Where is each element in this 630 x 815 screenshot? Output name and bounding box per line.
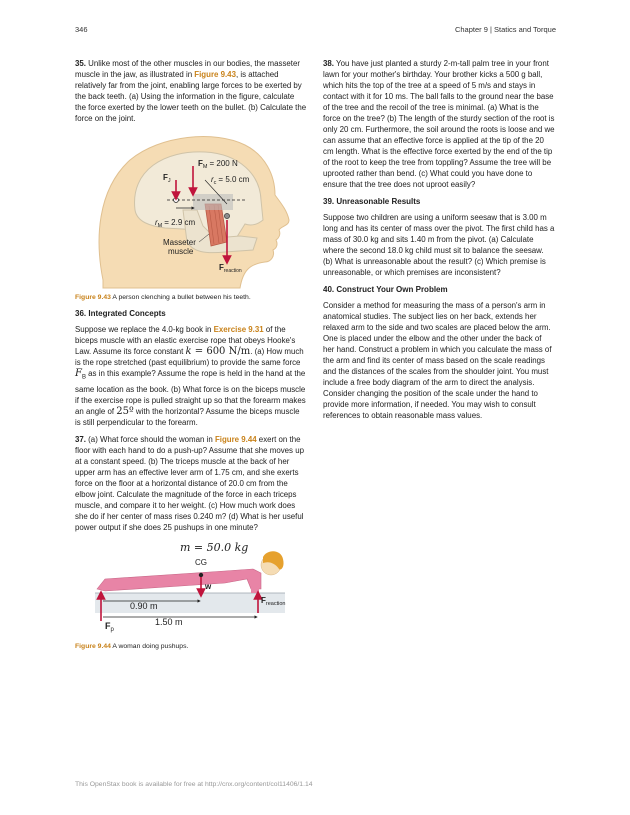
distance-150: 1.50 m	[155, 616, 183, 627]
weight-label: w	[205, 581, 212, 591]
cg-label: CG	[195, 557, 207, 567]
fj-label: $F_J$	[163, 173, 171, 184]
question-36-heading: 36. Integrated Concepts	[75, 309, 166, 318]
figure-9-44-caption: Figure 9.44 A woman doing pushups.	[75, 642, 189, 650]
cg-point	[199, 572, 203, 576]
mass-label: m = 50.0 kg	[180, 540, 249, 554]
question-40: Consider a method for measuring the mass of a person's arm in anatomical studies. The subject lies on her back, extends her relaxed arm to the side and two scales are placed below the arm. One is placed under the elbow and the other under the back of her hand. Construct a problem in which you calculate the mass of the arm and find its center of mass based on the scale readings and the distances of the scales from the shoulder joint. You must include a free body diagram of the arm to direct the analysis. Consider changing the position of the scale under the hand to provide more information, if needed. You may wish to consult references to obtain reasonable mass values.	[323, 301, 552, 420]
woman-body	[97, 569, 261, 591]
force-box	[193, 194, 233, 210]
question-38: 38. You have just planted a sturdy 2-m-tall palm tree in your front lawn for your mother's birthday. Your brother kicks a 500 g ball, which hits the top of the tree at a speed of 5 m/s and stays in contact with it for 10 ms. The ball falls to the ground near the base of the tree and the recoil of the tree is minimal. (a) What is the force on the tree? (b) The length of the sturdy section of the root is only 20 cm. Furthermore, the soil around the roots is loose and we can assume that an effective force is applied at the tip of the 20 cm length. What is the effective force exerted by the end of the tip of the root to keep the tree from toppling? Assume the tree will be uprooted rather than bend. (c) What could you have done to ensure that the tree does not uproot easily?	[323, 59, 555, 189]
figure-9-43-caption: Figure 9.43 A person clenching a bullet between his teeth.	[75, 294, 251, 301]
chapter-title: Chapter 9 | Statics and Torque	[454, 25, 556, 34]
figure-link[interactable]: Figure 9.43	[194, 70, 236, 79]
rm-label: $r_M = 2.9$ cm	[155, 218, 196, 229]
distance-090: 0.90 m	[130, 600, 158, 611]
fm-label: $F_M = 200$ N	[198, 159, 238, 170]
exercise-link[interactable]: Exercise 9.31	[213, 325, 264, 334]
rc-label: $r_c = 5.0$ cm	[211, 175, 250, 186]
woman-arm	[251, 573, 259, 593]
footer: This OpenStax book is available for free at http://cnx.org/content/col11406/1.14	[75, 781, 313, 788]
masseter-label: Masseter	[163, 238, 196, 247]
freaction-label: $F_{reaction}$	[219, 263, 242, 274]
joint-pivot	[174, 198, 179, 203]
page-number: 346	[75, 25, 88, 34]
bullet	[224, 213, 229, 218]
question-39: Suppose two children are using a uniform seesaw that is 3.00 m long and has its center of mass over the pivot. The first child has a mass of 30.0 kg and sits 1.40 m from the pivot. (a) Calculate where the second 18.0 kg child must sit to balance the seesaw. (b) What is unreasonable about the result? (c) Which premise is unreasonable, or which premises are inconsistent?	[323, 213, 555, 277]
question-40-heading: 40. Construct Your Own Problem	[323, 285, 448, 294]
question-35: 35. Unlike most of the other muscles in our bodies, the masseter muscle in the jaw, as illustrated in Figure 9.43, is attached relatively far from the joint, enabling large forces to be exerted by the back teeth. (a) Using the information in the figure, calculate the force exerted by the lower teeth on the bullet. (b) Calculate the force on the joint.	[75, 59, 307, 123]
muscle-label: muscle	[168, 247, 194, 256]
floor	[95, 593, 285, 613]
question-37: 37. (a) What force should the woman in Figure 9.44 exert on the floor with each hand to do a push-up? Assume that she moves up at a constant speed. (b) The triceps muscle at the back of her upper arm has an effective lever arm of 1.75 cm, and she exerts force on the floor at a horizontal distance of 20.0 cm from the elbow joint. Calculate the magnitude of the force in each triceps muscle, and compare it to her weight. (c) How much work does she do if her center of mass rises 0.240 m? (d) What is her useful power output if she does 25 pushups in one minute?	[75, 434, 304, 532]
figure-9-43-jaw	[75, 130, 307, 290]
question-number: 35.	[75, 59, 86, 68]
fp-label: $F_p$	[105, 620, 114, 633]
figure-9-44-pushup	[75, 539, 307, 639]
freaction-label-2: $F_{reaction}$	[261, 595, 286, 607]
question-36: Suppose we replace the 4.0-kg book in Exercise 9.31 of the biceps muscle with an elastic exercise rope that obeys Hooke's Law. Assume its force constant k = 600 N/m. (a) How much is the rope stretched (past equilibrium) to provide the same force $F_B$ as in this example? Assume the rope is held in the hand at the same location as the book. (b) What force is on the biceps muscle if the exercise rope is pulled straight up so that the forearm makes an angle of 25º with the horizontal? Assume the biceps muscle is still perpendicular to the forearm.	[75, 325, 306, 427]
right-column	[323, 58, 555, 427]
question-39-heading: 39. Unreasonable Results	[323, 197, 421, 206]
left-column	[75, 58, 307, 651]
figure-link[interactable]: Figure 9.44	[214, 434, 257, 444]
